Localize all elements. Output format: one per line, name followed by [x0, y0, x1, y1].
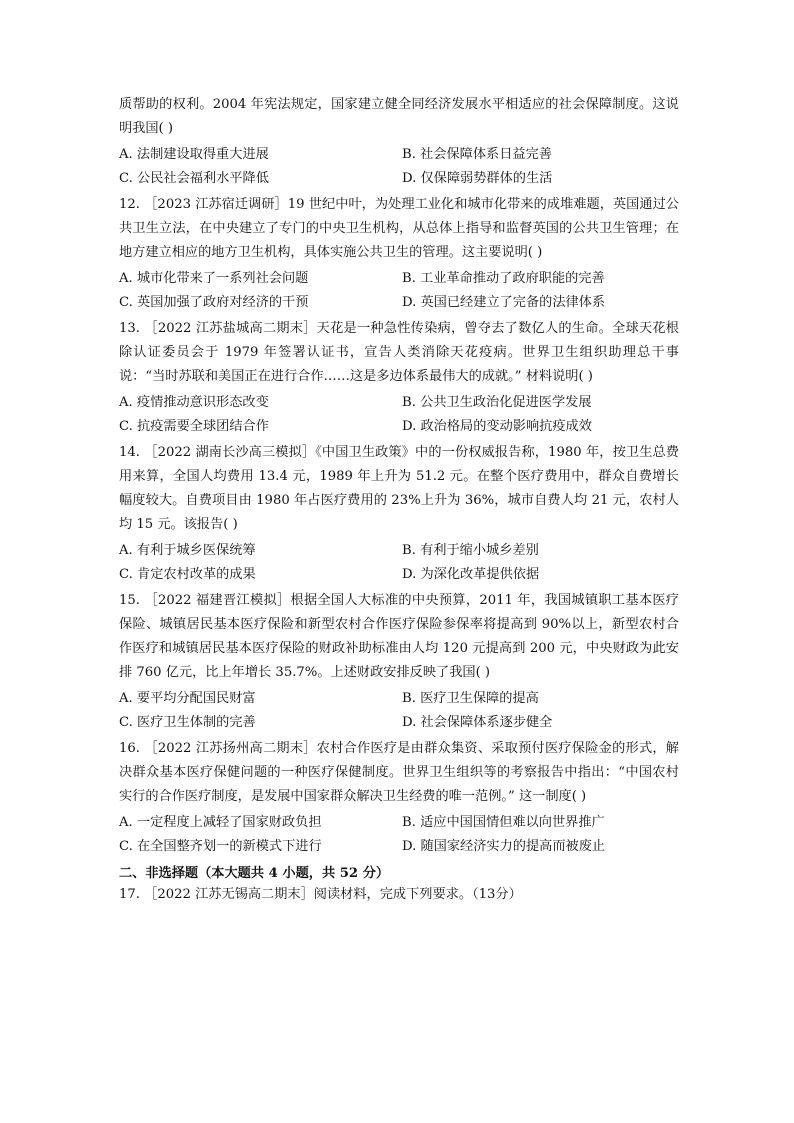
- q15-option-c: C. 医疗卫生体制的完善: [119, 715, 256, 730]
- q16-option-b: B. 适应中国国情但难以向世界推广: [402, 815, 605, 830]
- q15-option-d: D. 社会保障体系逐步健全: [402, 715, 553, 730]
- q15-options: [119, 686, 679, 736]
- q14-option-b: B. 有利于缩小城乡差别: [402, 543, 539, 558]
- q11-option-c: C. 公民社会福利水平降低: [119, 171, 269, 186]
- q13-option-a: A. 疫情推动意识形态改变: [119, 395, 269, 410]
- q16-options: [119, 810, 679, 860]
- q11-option-b: B. 社会保障体系日益完善: [402, 147, 552, 162]
- q15-option-a: A. 要平均分配国民财富: [119, 691, 256, 706]
- q14-options: [119, 538, 679, 588]
- q17-stem: 17. ［2022 江苏无锡高二期末］阅读材料，完成下列要求。（13分）: [119, 887, 522, 902]
- q11-stem: 质帮助的权利。2004 年宪法规定，国家建立健全同经济发展水平相适应的社会保障制度。这说明我国( ): [119, 97, 679, 136]
- q13-option-b: B. 公共卫生政治化促进医学发展: [402, 395, 592, 410]
- q12-option-b: B. 工业革命推动了政府职能的完善: [402, 271, 605, 286]
- section-heading: 二、非选择题（本大题共 4 小题，共 52 分）: [119, 866, 390, 881]
- q12-option-d: D. 英国已经建立了完备的法律体系: [402, 295, 606, 310]
- q12-options: [119, 266, 679, 316]
- q14-option-c: C. 肯定农村改革的成果: [119, 567, 256, 582]
- q15-stem: 15. ［2022 福建晋江模拟］根据全国人大标准的中央预算，2011 年，我国城镇职工基本医疗保险、城镇居民基本医疗保险和新型农村合作医疗保险参保率将提高到 90%以上，新型农村合作医疗和城镇居民基本医疗保险的财政补助标准由人均 120 元提高到 200 元，中央财政为此安排 760 亿元，比上年增长 35.7%。上述财政安排反映了我国( ): [119, 593, 679, 680]
- q13-option-c: C. 抗疫需要全球团结合作: [119, 419, 269, 434]
- q12-stem: 12. ［2023 江苏宿迁调研］19 世纪中叶，为处理工业化和城市化带来的成堆难题，英国通过公共卫生立法，在中央建立了专门的中央卫生机构，从总体上指导和监督英国的公共卫生管理；在地方建立相应的地方卫生机构，具体实施公共卫生的管理。这主要说明( ): [119, 197, 679, 260]
- q16-stem: 16. ［2022 江苏扬州高二期末］农村合作医疗是由群众集资、采取预付医疗保险金的形式，解决群众基本医疗保健问题的一种医疗保健制度。世界卫生组织等的考察报告中指出：“中国农村实行的合作医疗制度，是发展中国家群众解决卫生经费的唯一范例。” 这一制度( ): [119, 741, 679, 804]
- q11-options: [119, 142, 679, 192]
- q11-option-a: A. 法制建设取得重大进展: [119, 147, 269, 162]
- q12-option-a: A. 城市化带来了一系列社会问题: [119, 271, 309, 286]
- q12-option-c: C. 英国加强了政府对经济的干预: [119, 295, 309, 310]
- q16-option-a: A. 一定程度上减轻了国家财政负担: [119, 815, 322, 830]
- q16-option-d: D. 随国家经济实力的提高而被废止: [402, 839, 606, 854]
- q16-option-c: C. 在全国整齐划一的新模式下进行: [119, 839, 322, 854]
- q14-stem: 14. ［2022 湖南长沙高三模拟］《中国卫生政策》中的一份权威报告称，1980 年，按卫生总费用来算，全国人均费用 13.4 元，1989 年上升为 51.2 元。在整个医疗费用中，群众自费增长幅度较大。自费项目由 1980 年占医疗费用的 23%上升为 36%，城市自费人均 21 元，农村人均 15 元。该报告( ): [119, 445, 679, 532]
- q13-option-d: D. 政治格局的变动影响抗疫成效: [402, 419, 592, 434]
- q11-option-d: D. 仅保障弱势群体的生活: [402, 171, 553, 186]
- q13-stem: 13. ［2022 江苏盐城高二期末］天花是一种急性传染病，曾夺去了数亿人的生命。全球天花根除认证委员会于 1979 年签署认证书，宣告人类消除天花疫病。世界卫生组织助理总干事说：“当时苏联和美国正在进行合作……这是多边体系最伟大的成就。” 材料说明( ): [119, 321, 679, 384]
- exam-page: [119, 92, 679, 906]
- q13-options: [119, 390, 679, 440]
- q15-option-b: B. 医疗卫生保障的提高: [402, 691, 539, 706]
- q14-option-d: D. 为深化改革提供依据: [402, 567, 540, 582]
- q14-option-a: A. 有利于城乡医保统筹: [119, 543, 256, 558]
